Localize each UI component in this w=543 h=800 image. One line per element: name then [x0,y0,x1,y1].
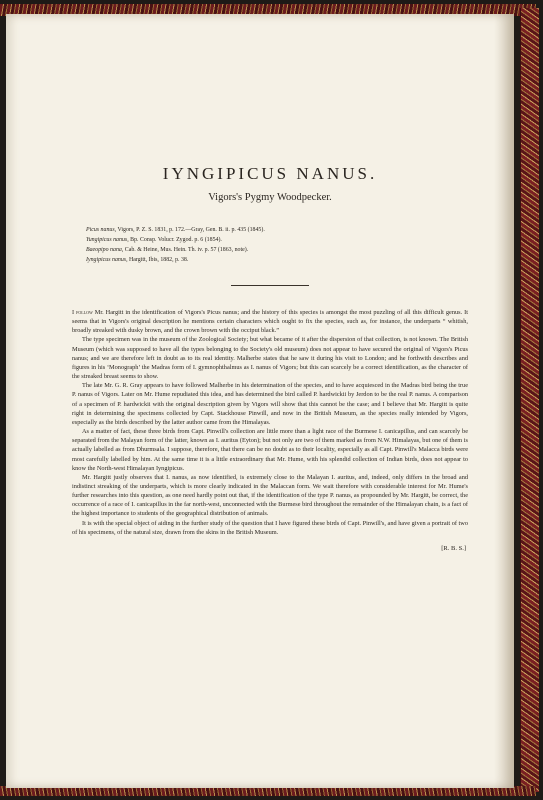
body-paragraph: As a matter of fact, these three birds from Capt. Pinwill's collection are little more than a light race of the Burmese I. canicapillus, and can scarcely be separated from the Malayan form of the latter, known as I. auritus (Eyton); but not only are two of them marked as from N.W. Himalayas, but one of them is actually labelled as from Dhurmsala. I suppose, therefore, that there can be no doubt as to their locality, especially as all Capt. Pinwill's Malacca birds were most carefully labelled by him. At the same time it is a little extraordinary that Mr. Hume, with his splendid collection of Indian birds, does not appear to know the North-west Himalayan Iyngipicus. [72,428,468,472]
page-gutter-shadow [494,14,514,788]
body-paragraph: Mr. Hargitt justly observes that I. nanus, as now identified, is extremely close to the Malayan I. auritus, and, indeed, only differs in the broad and indistinct streaking of the underparts, which is more clearly indicated in the Malaccan form. We wait therefore with considerable interest for Mr. Hume's further researches into this question, as one need hardly point out that, if the identification of the type P. nanus, as propounded by Mr. Hargitt, be correct, the occurrence of a race of I. canicapillus in the far north-west, unconnected with the Burmese bird throughout the remainder of the Himalayan chain, is a fact of the highest importance to students of the geographical distribution of animals. [72,473,468,518]
body-paragraph: I follow Mr. Hargitt in the identification of Vigors's Picus nanus; and the history of this species is amongst the most puzzling of all this difficult genus. It seems that in Vigors's original description he mentions certain characters which ought to fix the species, such as, for instance, the underparts “ whitish, broadly streaked with dusky brown, and the crown brown with the occiput black.” [72,309,468,335]
page-content [72,164,468,552]
article-body [72,308,468,537]
book-page [6,14,514,788]
synonym-entry: Baeopipo nana, Cab. & Heine, Mus. Hein. Th. iv. p. 57 (1863, note). [86,247,249,253]
synonym-entry: Iyngipicus nanus, Hargitt, Ibis, 1882, p. 38. [86,257,189,263]
marbled-edge-right [520,8,539,792]
synonym-entry: Yungipicus nanus, Bp. Consp. Volucr. Zygod. p. 6 (1854). [86,237,222,243]
body-paragraph: The type specimen was in the museum of the Zoological Society; but what became of it after the dispersion of that collection, is not known. The British Museum (which was supposed to have all the types belonging to the Society's old museum) does not appear to have secured the original of Vigors's Picus nanus; and we are therefore left in doubt as to its real identity. Malherbe states that he saw it during his visit to London; and he forthwith describes and figures in his ‘Monograph’ the Madras form of I. gymnophthalmus as I. nanus of Vigors; but this can scarcely be a correct identification, as the character of the streaked breast seems to show. [72,336,468,381]
species-title: IYNGIPICUS NANUS. [162,164,378,183]
synonym-entry: Picus nanus, Vigors, P. Z. S. 1831, p. 172.—Gray, Gen. B. ii. p. 435 (1845). [86,227,265,233]
body-paragraph: It is with the special object of aiding in the further study of the question that I have figured these birds of Capt. Pinwill's, and have given a portrait of two of his specimens, of the natural size, drawn from the skins in the British Museum. [72,519,468,536]
author-signature: [R. B. S.] [441,544,466,552]
synonymy-list [86,225,468,265]
body-paragraph: The late Mr. G. R. Gray appears to have followed Malherbe in his determination of the species, and to have acquiesced in the Madras bird being the true P. nanus of Vigors. Later on Mr. Hume repudiated this idea, and has determined the bird called P. hardwickii by Jerdon to be the real P. nanus. A comparison of a specimen of P. hardwickii with the original description given by Vigors will show that this cannot be the case; and I believe that Mr. Hargitt is quite right in determining the specimens collected by Capt. Stackhouse Pinwill, and now in the British Museum, as the species really intended by Vigors, especially as the birds described by the latter author came from the Himalayas. [72,382,468,426]
section-divider [231,285,309,286]
common-name: Vigors's Pygmy Woodpecker. [208,192,332,203]
